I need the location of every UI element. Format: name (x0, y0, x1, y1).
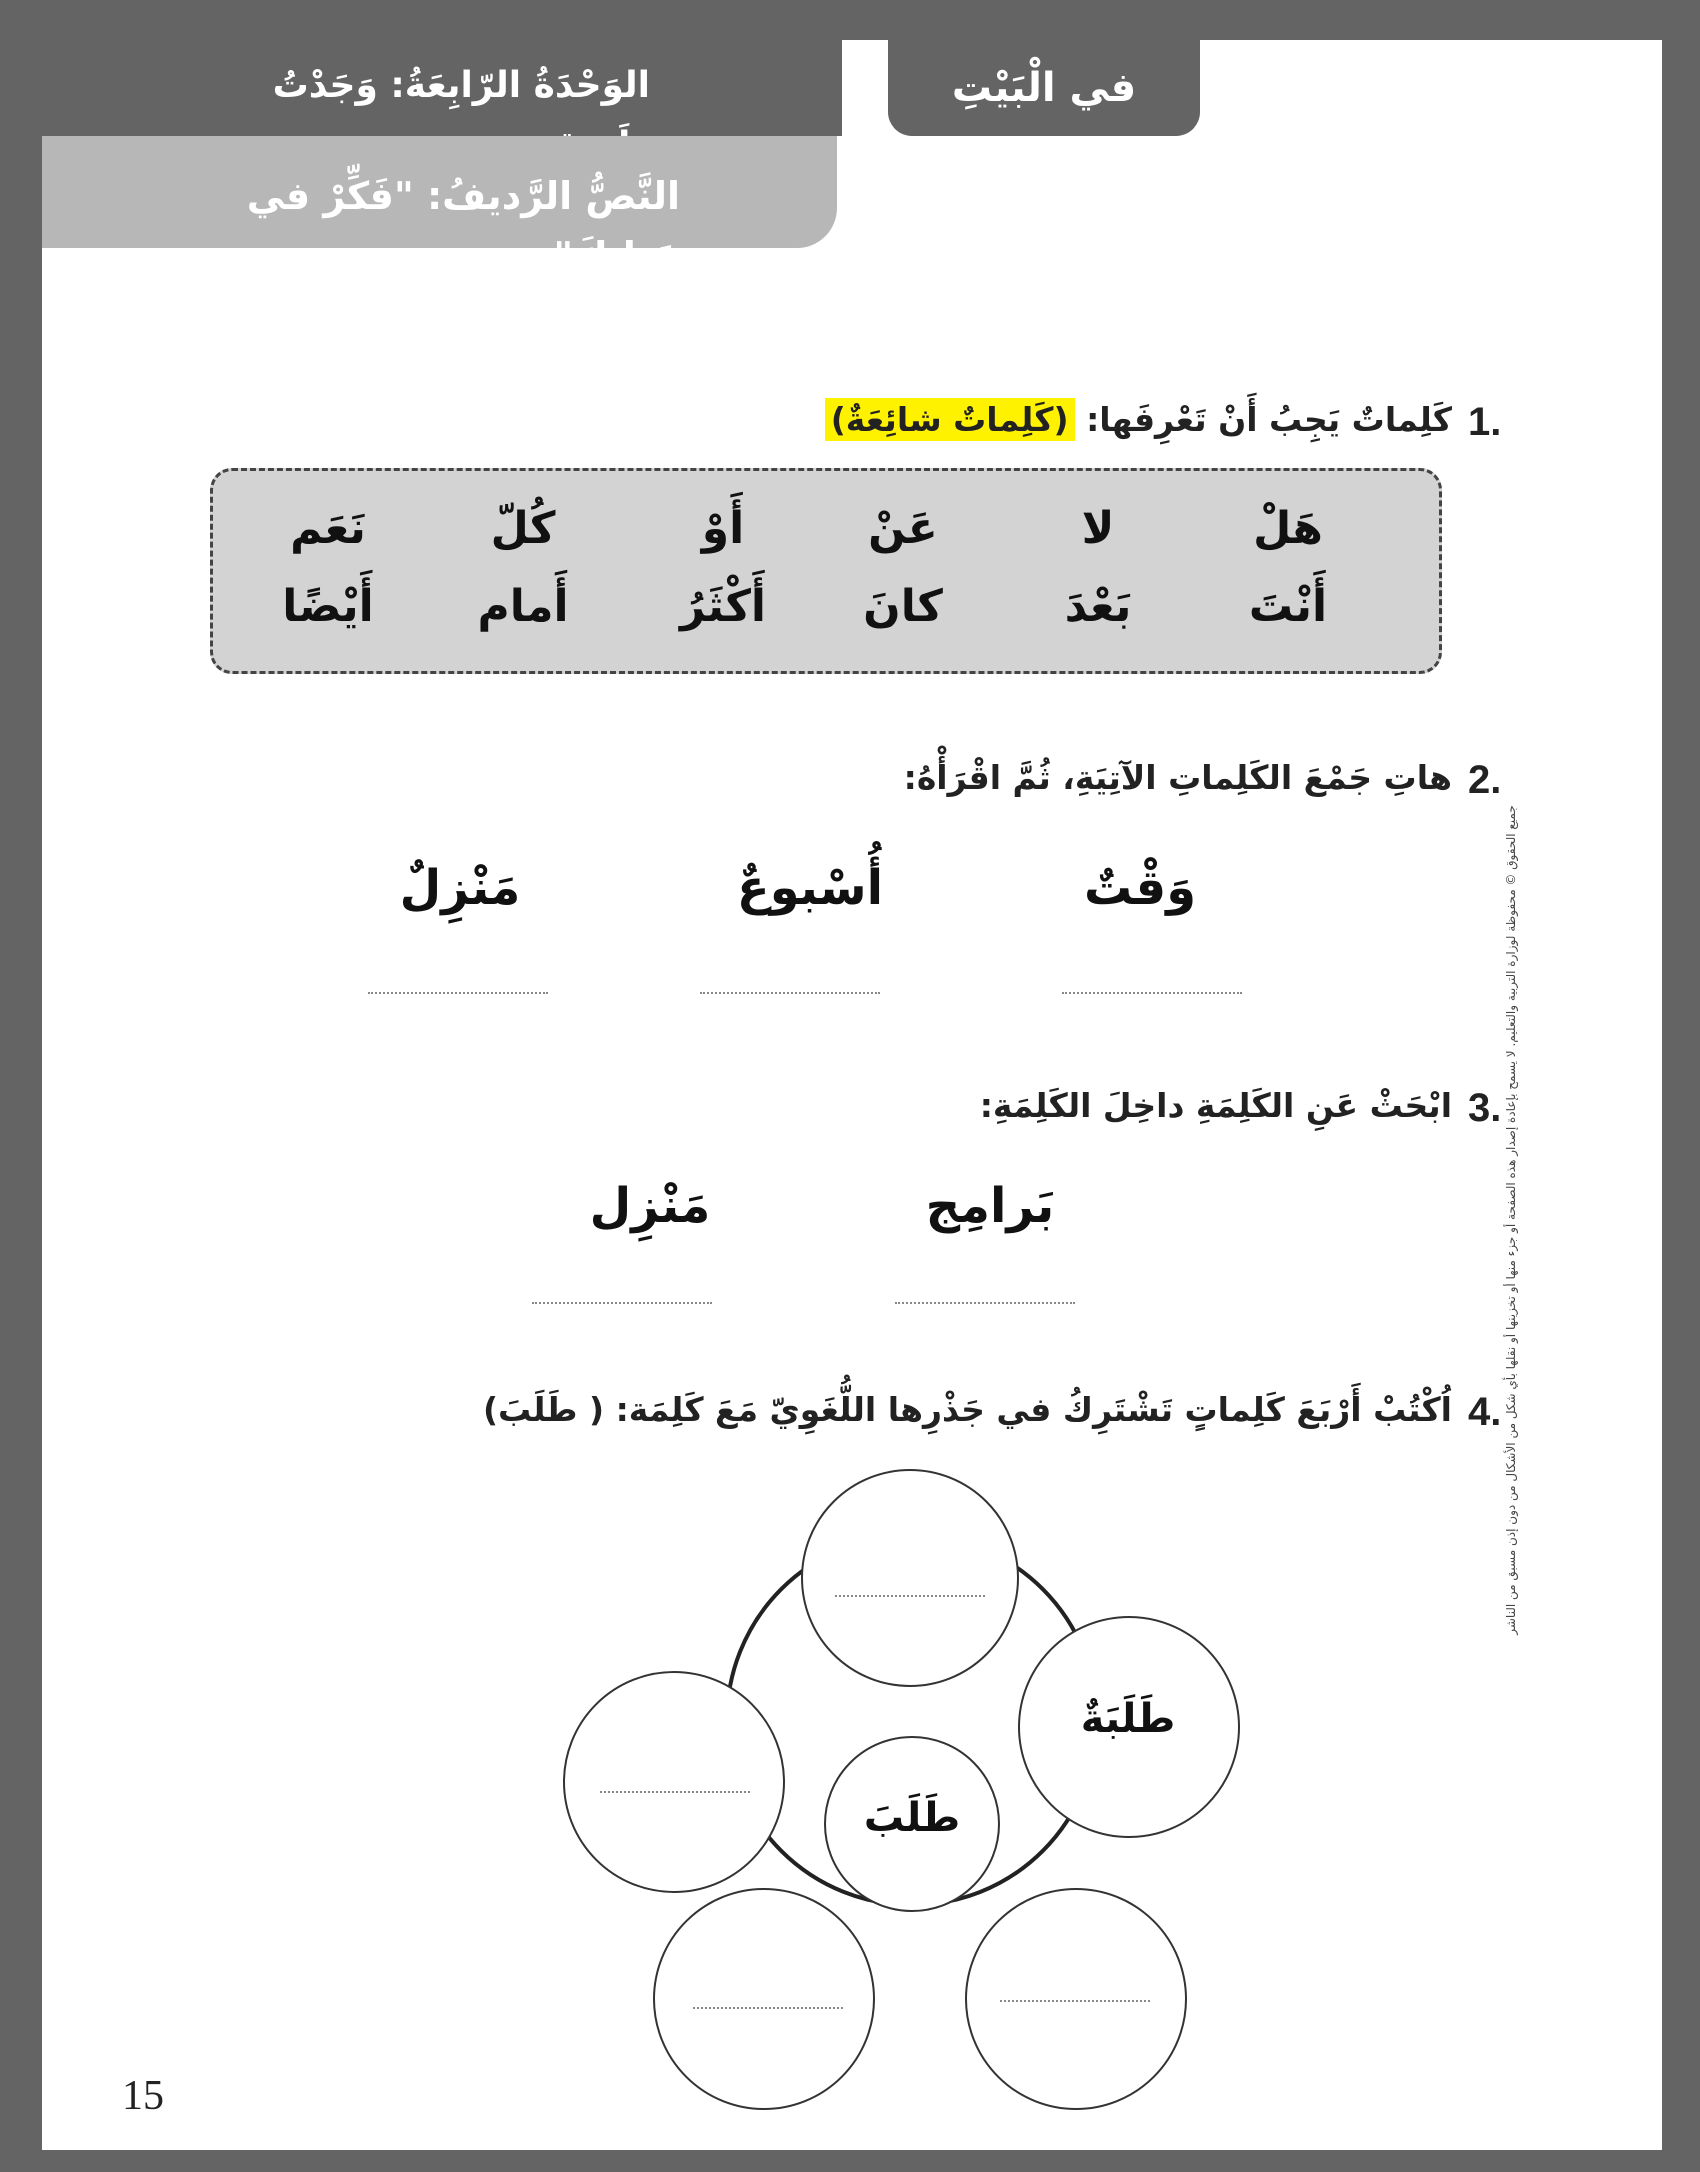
search-word: مَنْزِل (589, 1178, 711, 1234)
word-cell: أَوْ (701, 503, 745, 554)
outer-circle-left[interactable] (563, 1671, 785, 1893)
reading-subtitle: النَّصُّ الرَّديفُ: "فَكِّرْ في حَياتِكَ" (246, 174, 680, 278)
plural-word: وَقْتٌ (1083, 860, 1197, 916)
word-cell: أَيْضًا (282, 581, 374, 632)
question-2-text: هاتِ جَمْعَ الكَلِماتِ الآتِيَةِ، ثُمَّ اقْرَأْهُ: (903, 758, 1452, 797)
plural-word: أُسْبوعٌ (736, 860, 884, 916)
answer-line[interactable] (1000, 2000, 1150, 2002)
question-2-number: 2. (1468, 758, 1502, 802)
answer-line[interactable] (693, 2007, 843, 2009)
copyright-notice: جميع الحقوق © محفوظة لوزارة التربية والتعليم. لا يسمح بإعادة إصدار هذه الصفحة أو جزء منها أو تخزينها أو نقلها بأي شكل من الأشكال من دون إذن مسبق من الناشر (1504, 805, 1518, 1635)
center-word: طَلَبَ (863, 1795, 961, 1841)
example-word: طَلَبَةٌ (1080, 1696, 1176, 1742)
outer-circle-bottom-right[interactable] (965, 1888, 1187, 2110)
unit-title: الوَحْدَةُ الرّابِعَةُ: وَجَدْتُ (272, 65, 650, 106)
plural-word: مَنْزِلٌ (399, 860, 521, 916)
question-4-text: اُكْتُبْ أَرْبَعَ كَلِماتٍ تَشْتَرِكُ في جَذْرِها اللُّغَوِيّ مَعَ كَلِمَة: ( طَلَبَ) (482, 1390, 1452, 1429)
word-cell: نَعَم (290, 503, 366, 554)
word-cell: بَعْدَ (1064, 581, 1132, 632)
question-1-label: كَلِماتٌ يَجِبُ أَنْ تَعْرِفَها: (1086, 400, 1452, 439)
word-cell: عَنْ (868, 503, 938, 554)
answer-line[interactable] (600, 1791, 750, 1793)
question-3-number: 3. (1468, 1086, 1502, 1130)
word-cell: أَنْتَ (1248, 581, 1328, 632)
word-cell: هَلْ (1253, 503, 1323, 554)
home-tab: في الْبَيْتِ (888, 40, 1200, 136)
question-1-highlight: (كَلِماتٌ شائِعَةٌ) (825, 398, 1075, 441)
outer-circle-top[interactable] (801, 1469, 1019, 1687)
outer-circle-bottom-left[interactable] (653, 1888, 875, 2110)
search-word: بَرامِج (925, 1178, 1055, 1234)
word-cell: كانَ (863, 581, 943, 632)
word-cell: أَمام (477, 581, 569, 632)
answer-line[interactable] (835, 1595, 985, 1597)
page-number: 15 (122, 2073, 164, 2119)
question-1-number: 1. (1468, 400, 1502, 444)
question-4-number: 4. (1468, 1390, 1502, 1434)
word-cell: أَكْثَرُ (679, 581, 766, 632)
question-3-text: ابْحَثْ عَنِ الكَلِمَةِ داخِلَ الكَلِمَةِ: (979, 1086, 1452, 1125)
word-cell: لا (1081, 503, 1115, 554)
word-cell: كُلّ (490, 503, 556, 554)
